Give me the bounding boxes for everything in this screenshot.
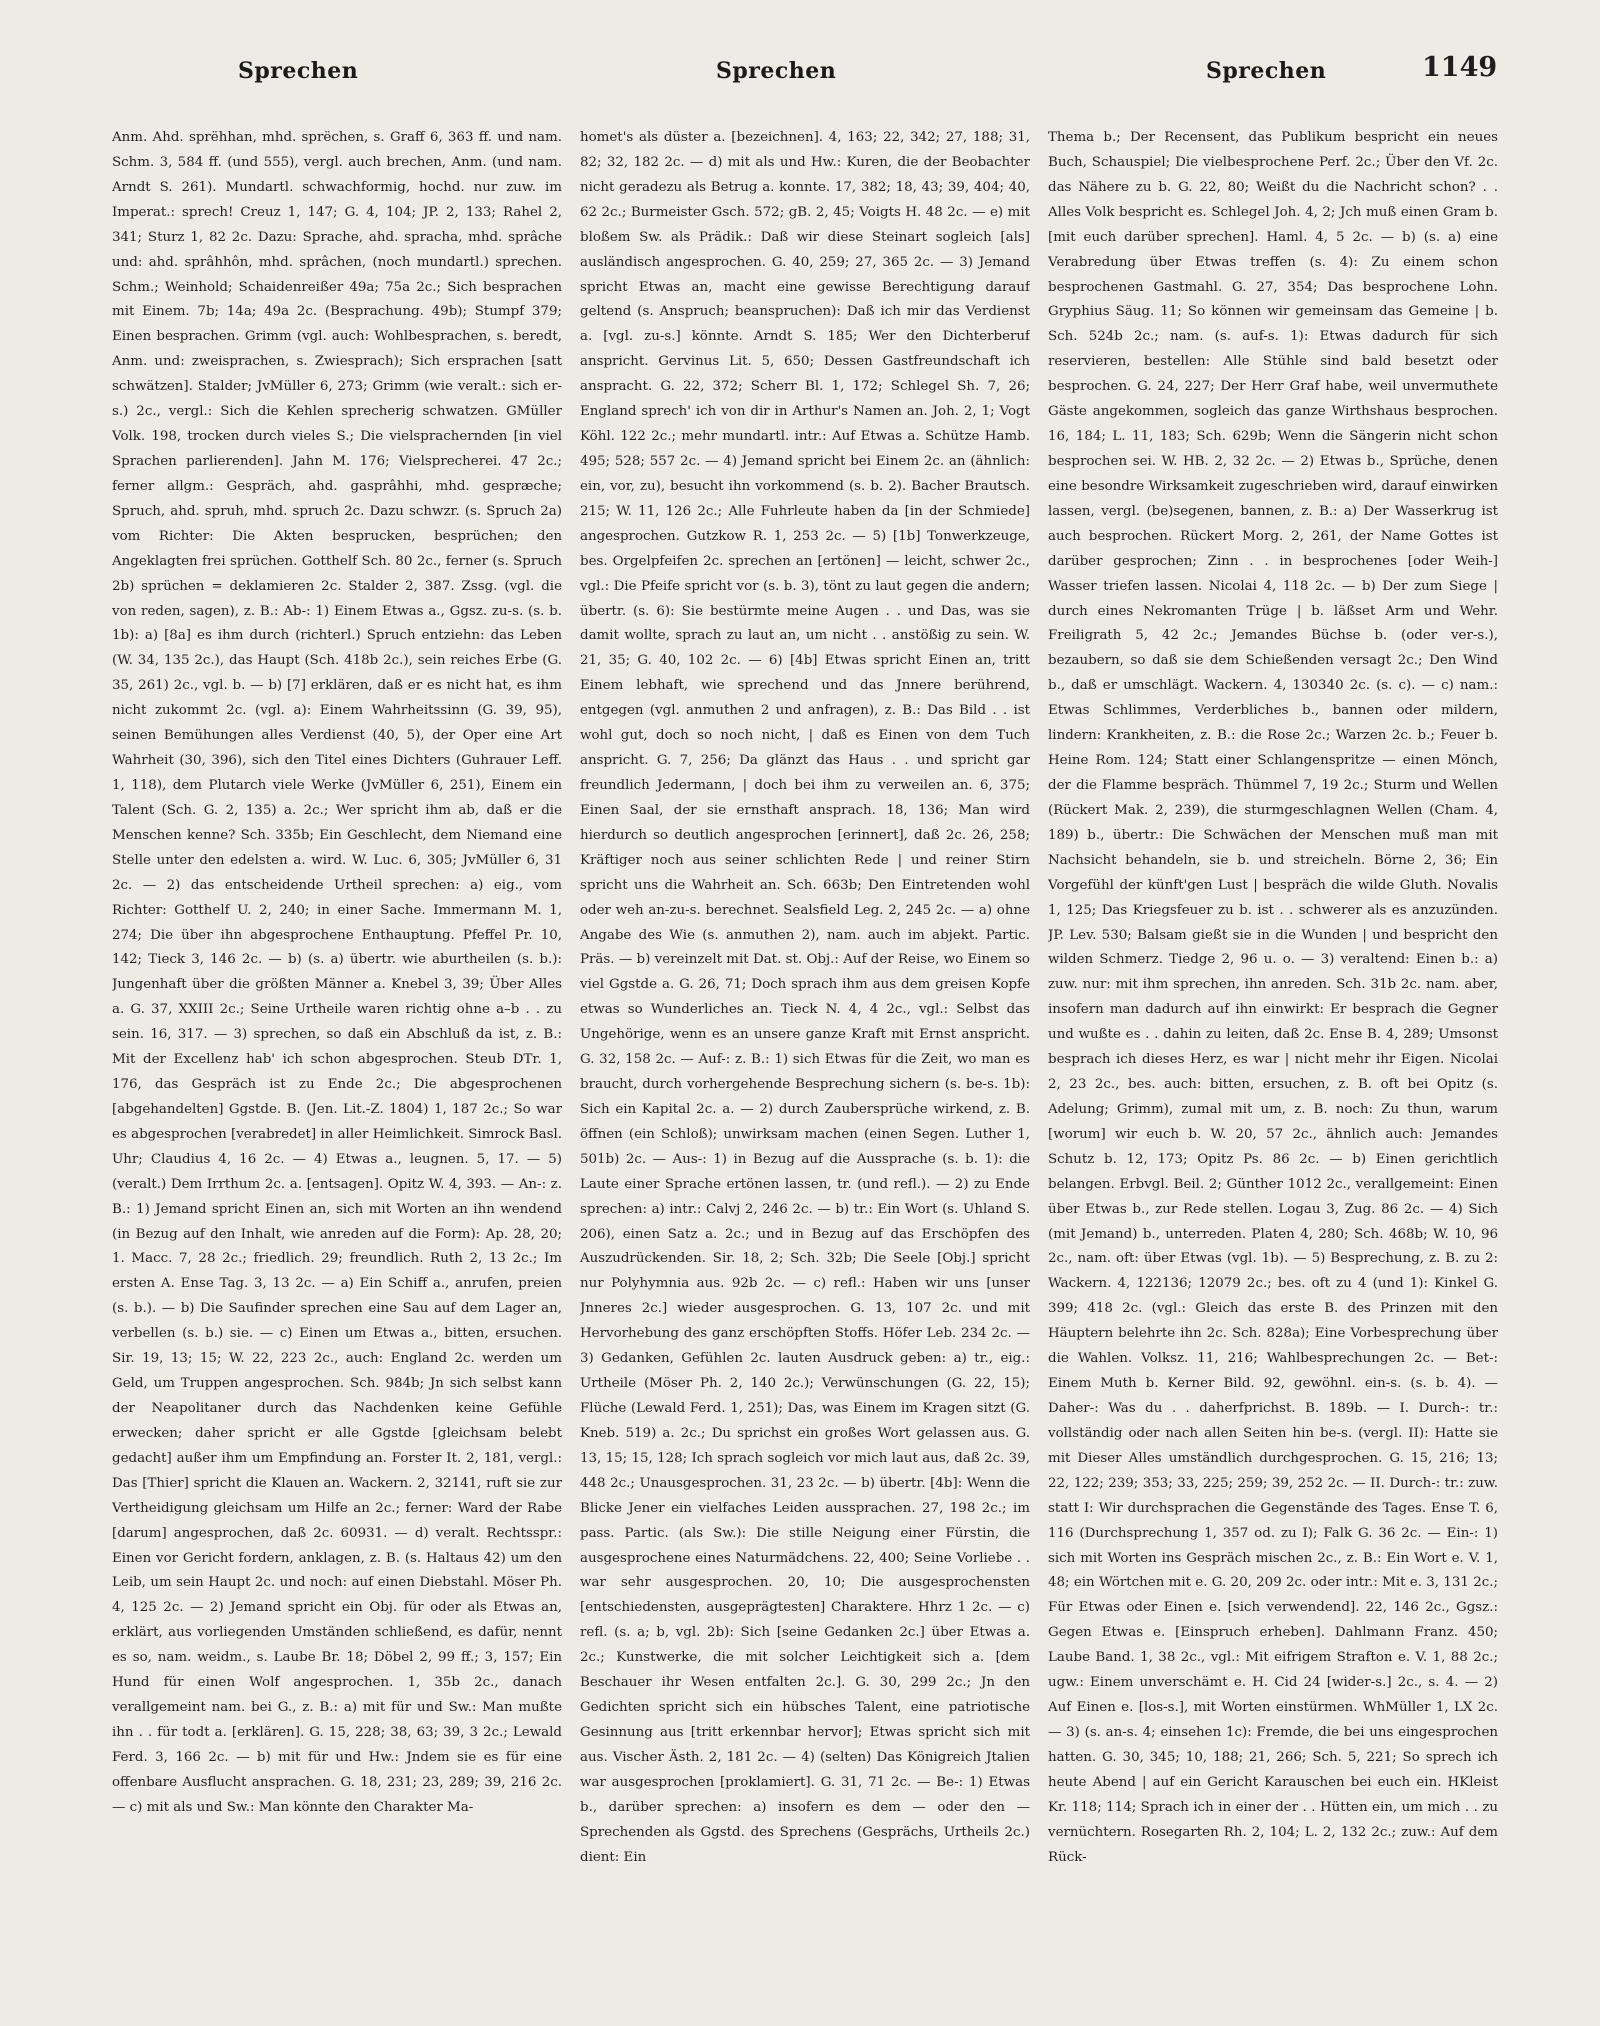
column-3-text: Thema b.; Der Recensent, das Publikum bespricht ein neues Buch, Schauspiel; Die vielbesprochene Perf. 2c.; Über den Vf. 2c. das Nähere zu b. G. 22, 80; Weißt du die Nachricht schon? . . Alles Volk bespricht es. Schlegel Joh. 4, 2; Jch muß einen Gram b. [mit euch darüber sprechen]. Haml. 4, 5 2c. — b) (s. a) eine Verabredung über Etwas treffen (s. 4): Zu einem schon besprochenen Gastmahl. G. 27, 354; Das besprochene Lohn. Gryphius Säug. 11; So können wir gemeinsam das Gemeine | b. Sch. 524b 2c.; nam. (s. auf-s. 1): Etwas dadurch für sich reservieren, bestellen: Alle Stühle sind bald besetzt oder besprochen. G. 24, 227; Der Herr Graf habe, weil unvermuthete Gäste angekommen, sogleich das ganze Wirthshaus besprochen. 16, 184; L. 11, 183; Sch. 629b; Wenn die Sängerin nicht schon besprochen sei. W. HB. 2, 32 2c. — 2) Etwas b., Sprüche, denen eine besondre Wirksamkeit zugeschrieben wird, darauf einwirken lassen, vergl. (be)segenen, bannen, z. B.: a) Der Wasserkrug ist auch besprochen. Rückert Morg. 2, 261, der Name Gottes ist darüber gesprochen; Zinn . . in besprochenes [oder Weih-] Wasser triefen lassen. Nicolai 4, 118 2c. — b) Der zum Siege | durch eines Nekromanten Trüge | b. läßset Arm und Wehr. Freiligrath 5, 42 2c.; Jemandes Büchse b. (oder ver-s.), bezaubern, so daß sie dem Schießenden versagt 2c.; Den Wind b., daß er umschlägt. Wackern. 4, 130340 2c. (s. c). — c) nam.: Etwas Schlimmes, Verderbliches b., bannen oder mildern, lindern: Krankheiten, z. B.: die Rose 2c.; Warzen 2c. b.; Feuer b. Heine Rom. 124; Statt einer Schlangenspritze — einen Mönch, der die Flamme bespräch. Thümmel 7, 19 2c.; Sturm und Wellen (Rückert Mak. 2, 239), die sturmgeschlagnen Wellen (Cham. 4, 189) b., übertr.: Die Schwächen der Menschen muß man mit Nachsicht behandeln, sie b. und streicheln. Börne 2, 36; Ein Vorgefühl der künft'gen Lust | bespräch die wilde Gluth. Novalis 1, 125; Das Kriegsfeuer zu b. ist . . schwerer als es anzuzünden. JP. Lev. 530; Balsam gießt sie in die Wunden | und bespricht den wilden Schmerz. Tiedge 2, 96 u. o. — 3) veraltend: Einen b.: a) zuw. nur: mit ihm sprechen, ihn anreden. Sch. 31b 2c. nam. aber, insofern man dadurch auf ihn einwirkt: Er besprach die Gegner und wußte es . . dahin zu leiten, daß 2c. Ense B. 4, 289; Umsonst besprach ich dieses Herz, es war | nicht mehr ihr Eigen. Nicolai 2, 23 2c., bes. auch: bitten, ersuchen, z. B. oft bei Opitz (s. Adelung; Grimm), zumal mit um, z. B. noch: Zu thun, warum [worum] wir euch b. W. 20, 57 2c., ähnlich auch: Jemandes Schutz b. 12, 173; Opitz Ps. 86 2c. — b) Einen gerichtlich belangen. Erbvgl. Beil. 2; Günther 1012 2c., verallgemeint: Einen über Etwas b., zur Rede stellen. Logau 3, Zug. 86 2c. — 4) Sich (mit Jemand) b., unterreden. Platen 4, 280; Sch. 468b; W. 10, 96 2c., nam. oft: über Etwas (vgl. 1b). — 5) Besprechung, z. B. zu 2: Wackern. 4, 122136; 12079 2c.; bes. oft zu 4 (und 1): Kinkel G. 399; 418 2c. (vgl.: Gleich das erste B. des Prinzen mit den Häuptern belehrte ihn 2c. Sch. 828a); Eine Vorbesprechung über die Wahlen. Volksz. 11, 216; Wahlbesprechungen 2c. — Bet-: Einem Muth b. Kerner Bild. 92, gewöhnl. ein-s. (s. b. 4). — Daher-: Was du . . daherfprichst. B. 189b. — I. Durch-: tr.: vollständig oder nach allen Seiten hin be-s. (vergl. II): Hatte sie mit Dieser Alles umständlich durchgesprochen. G. 15, 216; 13; 22, 122; 239; 353; 33, 225; 259; 39, 252 2c. — II. Durch-: tr.: zuw. statt I: Wir durchsprachen die Gegenstände des Tages. Ense T. 6, 116 (Durchsprechung 1, 357 od. zu I); Falk G. 36 2c. — Ein-: 1) sich mit Worten ins Gespräch mischen 2c., z. B.: Ein Wort e. V. 1, 48; ein Wörtchen mit e. G. 20, 209 2c. oder intr.: Mit e. 3, 131 2c.; Für Etwas oder Einen e. [sich verwendend]. 22, 146 2c., Ggsz.: Gegen Etwas e. [Einspruch erheben]. Dahlmann Franz. 450; Laube Band. 1, 38 2c., vgl.: Mit eifrigem Strafton e. V. 1, 88 2c.; ugw.: Einem unverschämt e. H. Cid 24 [wider-s.] 2c., s. 4. — 2) Auf Einen e. [los-s.], mit Worten einstürmen. WhMüller 1, LX 2c. — 3) (s. an-s. 4; einsehen 1c): Fremde, die bei uns eingesprochen hatten. G. 30, 345; 10, 188; 21, 266; Sch. 5, 221; So sprech ich heute Abend | auf ein Gericht Karauschen bei euch ein. HKleist Kr. 118; 114; Sprach ich in einer der . . Hütten ein, um mich . . zu vernüchtern. Rosegarten Rh. 2, 104; L. 2, 132 2c.; zuw.: Auf dem Rück-: [1048, 130, 1498, 1865]
running-head-right: Sprechen: [1206, 58, 1327, 84]
running-head-center: Sprechen: [716, 58, 837, 84]
page-number: 1149: [1422, 52, 1498, 83]
running-head-left: Sprechen: [238, 58, 359, 84]
column-3: [1048, 126, 1498, 2004]
text-columns: [112, 126, 1498, 2006]
column-1: [112, 126, 562, 2004]
running-head: [0, 52, 1600, 98]
column-2-text: homet's als düster a. [bezeichnen]. 4, 163; 22, 342; 27, 188; 31, 82; 32, 182 2c. — d) mit als und Hw.: Kuren, die der Beobachter nicht geradezu als Betrug a. konnte. 17, 382; 18, 43; 39, 404; 40, 62 2c.; Burmeister Gsch. 572; gB. 2, 45; Voigts H. 48 2c. — e) mit bloßem Sw. als Prädik.: Daß wir diese Steinart sogleich [als] ausländisch angesprochen. G. 40, 259; 27, 365 2c. — 3) Jemand spricht Etwas an, macht eine gewisse Berechtigung darauf geltend (s. Anspruch; beanspruchen): Daß ich mir das Verdienst a. [vgl. zu-s.] könnte. Arndt S. 185; Wer den Dichterberuf anspricht. Gervinus Lit. 5, 650; Dessen Gastfreundschaft ich anspracht. G. 22, 372; Scherr Bl. 1, 172; Schlegel Sh. 7, 26; England sprech' ich von dir in Arthur's Namen an. Joh. 2, 1; Vogt Köhl. 122 2c.; mehr mundartl. intr.: Auf Etwas a. Schütze Hamb. 495; 528; 557 2c. — 4) Jemand spricht bei Einem 2c. an (ähnlich: ein, vor, zu), besucht ihn vorkommend (s. b. 2). Bacher Brautsch. 215; W. 11, 126 2c.; Alle Fuhrleute haben da [in der Schmiede] angesprochen. Gutzkow R. 1, 253 2c. — 5) [1b] Tonwerkzeuge, bes. Orgelpfeifen 2c. sprechen an [ertönen] — leicht, schwer 2c., vgl.: Die Pfeife spricht vor (s. b. 3), tönt zu laut gegen die andern; übertr. (s. 6): Sie bestürmte meine Augen . . und Das, was sie damit wollte, sprach zu laut an, um nicht . . anstößig zu sein. W. 21, 35; G. 40, 102 2c. — 6) [4b] Etwas spricht Einen an, tritt Einem lebhaft, wie sprechend und das Jnnere berührend, entgegen (vgl. anmuthen 2 und anfragen), z. B.: Das Bild . . ist wohl gut, doch so noch nicht, | daß es Einen von dem Tuch anspricht. G. 7, 256; Da glänzt das Haus . . und spricht gar freundlich Jedermann, | doch bei ihm zu verweilen an. 6, 375; Einen Saal, der sie ernsthaft ansprach. 18, 136; Man wird hierdurch so deutlich angesprochen [erinnert], daß 2c. 26, 258; Kräftiger noch aus seiner schlichten Rede | und reiner Stirn spricht uns die Wahrheit an. Sch. 663b; Den Eintretenden wohl oder weh an-zu-s. berechnet. Sealsfield Leg. 2, 245 2c. — a) ohne Angabe des Wie (s. anmuthen 2), nam. auch im abjekt. Partic. Präs. — b) vereinzelt mit Dat. st. Obj.: Auf der Reise, wo Einem so viel Ggstde a. G. 26, 71; Doch sprach ihm aus dem greisen Kopfe etwas so Wunderliches an. Tieck N. 4, 4 2c., vgl.: Selbst das Ungehörige, wenn es an unsere ganze Kraft mit Ernst anspricht. G. 32, 158 2c. — Auf-: z. B.: 1) sich Etwas für die Zeit, wo man es braucht, durch vorhergehende Besprechung sichern (s. be-s. 1b): Sich ein Kapital 2c. a. — 2) durch Zaubersprüche wirkend, z. B. öffnen (ein Schloß); unwirksam machen (einen Segen. Luther 1, 501b) 2c. — Aus-: 1) in Bezug auf die Aussprache (s. b. 1): die Laute einer Sprache ertönen lassen, tr. (und refl.). — 2) zu Ende sprechen: a) intr.: Calvj 2, 246 2c. — b) tr.: Ein Wort (s. Uhland S. 206), einen Satz a. 2c.; und in Bezug auf das Erschöpfen des Auszudrückenden. Sir. 18, 2; Sch. 32b; Die Seele [Obj.] spricht nur Polyhymnia aus. 92b 2c. — c) refl.: Haben wir uns [unser Jnneres 2c.] wieder ausgesprochen. G. 13, 107 2c. und mit Hervorhebung des ganz erschöpften Stoffs. Höfer Leb. 234 2c. — 3) Gedanken, Gefühlen 2c. lauten Ausdruck geben: a) tr., eig.: Urtheile (Möser Ph. 2, 140 2c.); Verwünschungen (G. 22, 15); Flüche (Lewald Ferd. 1, 251); Das, was Einem im Kragen sitzt (G. Kneb. 519) a. 2c.; Du sprichst ein großes Wort gelassen aus. G. 13, 15; 15, 128; Ich sprach sogleich vor mich laut aus, daß 2c. 39, 448 2c.; Unausgesprochen. 31, 23 2c. — b) übertr. [4b]: Wenn die Blicke Jener ein vielfaches Leiden aussprachen. 27, 198 2c.; im pass. Partic. (als Sw.): Die stille Neigung einer Fürstin, die ausgesprochene eines Naturmädchens. 22, 400; Seine Vorliebe . . war sehr ausgesprochen. 20, 10; Die ausgesprochensten [entschiedensten, ausgeprägtesten] Charaktere. Hhrz 1 2c. — c) refl. (s. a; b, vgl. 2b): Sich [seine Gedanken 2c.] über Etwas a. 2c.; Kunstwerke, die mit solcher Leichtigkeit sich a. [dem Beschauer ihr Wesen entfalten 2c.]. G. 30, 299 2c.; Jn den Gedichten spricht sich ein hübsches Talent, eine patriotische Gesinnung aus [tritt erkennbar hervor]; Etwas spricht sich mit aus. Vischer Ästh. 2, 181 2c. — 4) (selten) Das Königreich Jtalien war ausgesprochen [proklamiert]. G. 31, 71 2c. — Be-: 1) Etwas b., darüber sprechen: a) insofern es dem — oder den — Sprechenden als Ggstd. des Sprechens (Gesprächs, Urtheils 2c.) dient: Ein: [580, 130, 1030, 1865]
column-1-text: Anm. Ahd. sprëhhan, mhd. sprëchen, s. Graff 6, 363 ff. und nam. Schm. 3, 584 ff. (und 555), vergl. auch brechen, Anm. (und nam. Arndt S. 261). Mundartl. schwachformig, hochd. nur zuw. im Imperat.: sprech! Creuz 1, 147; G. 4, 104; JP. 2, 133; Rahel 2, 341; Sturz 1, 82 2c. Dazu: Sprache, ahd. spracha, mhd. sprâche und: ahd. sprâhhôn, mhd. sprâchen, (noch mundartl.) sprechen. Schm.; Weinhold; Schaidenreißer 49a; 75a 2c.; Sich besprachen mit Einem. 7b; 14a; 49a 2c. (Besprachung. 49b); Stumpf 379; Einen besprachen. Grimm (vgl. auch: Wohlbesprachen, s. beredt, Anm. und: zweisprachen, s. Zwiesprach); Sich ersprachen [satt schwätzen]. Stalder; JvMüller 6, 273; Grimm (wie veralt.: sich er-s.) 2c., vergl.: Sich die Kehlen sprecherig schwatzen. GMüller Volk. 198, trocken durch vieles S.; Die vielsprachernden [in viel Sprachen parlierenden]. Jahn M. 176; Vielsprecherei. 47 2c.; ferner allgm.: Gespräch, ahd. gasprâhhi, mhd. gespræche; Spruch, ahd. spruh, mhd. spruch 2c. Dazu schwzr. (s. Spruch 2a) vom Richter: Die Akten besprucken, besprüchen; den Angeklagten frei sprüchen. Gotthelf Sch. 80 2c., ferner (s. Spruch 2b) sprüchen = deklamieren 2c. Stalder 2, 387. Zssg. (vgl. die von reden, sagen), z. B.: Ab-: 1) Einem Etwas a., Ggsz. zu-s. (s. b. 1b): a) [8a] es ihm durch (richterl.) Spruch entziehn: das Leben (W. 34, 135 2c.), das Haupt (Sch. 418b 2c.), sein reiches Erbe (G. 35, 261) 2c., vgl. b. — b) [7] erklären, daß er es nicht hat, es ihm nicht zukommt 2c. (vgl. a): Einem Wahrheitssinn (G. 39, 95), seinen Bemühungen alles Verdienst (40, 5), der Oper eine Art Wahrheit (30, 396), sich den Titel eines Dichters (Guhrauer Leff. 1, 118), dem Plutarch viele Werke (JvMüller 6, 251), Einem ein Talent (Sch. G. 2, 135) a. 2c.; Wer spricht ihm ab, daß er die Menschen kenne? Sch. 335b; Ein Geschlecht, dem Niemand eine Stelle unter den edelsten a. wird. W. Luc. 6, 305; JvMüller 6, 31 2c. — 2) das entscheidende Urtheil sprechen: a) eig., vom Richter: Gotthelf U. 2, 240; in einer Sache. Immermann M. 1, 274; Die über ihn abgesprochene Enthauptung. Pfeffel Pr. 10, 142; Tieck 3, 146 2c. — b) (s. a) übertr. wie aburtheilen (s. b.): Jungenhaft über die größten Männer a. Knebel 3, 39; Über Alles a. G. 37, XXIII 2c.; Seine Urtheile waren richtig ohne a–b . . zu sein. 16, 317. — 3) sprechen, so daß ein Abschluß da ist, z. B.: Mit der Excellenz hab' ich schon abgesprochen. Steub DTr. 1, 176, das Gespräch ist zu Ende 2c.; Die abgesprochenen [abgehandelten] Ggstde. B. (Jen. Lit.-Z. 1804) 1, 187 2c.; So war es abgesprochen [verabredet] in aller Heimlichkeit. Simrock Basl. Uhr; Claudius 4, 16 2c. — 4) Etwas a., leugnen. 5, 17. — 5) (veralt.) Dem Irrthum 2c. a. [entsagen]. Opitz W. 4, 393. — An-: z. B.: 1) Jemand spricht Einen an, sich mit Worten an ihn wendend (in Bezug auf den Inhalt, wie anreden auf die Form): Ap. 28, 20; 1. Macc. 7, 28 2c.; friedlich. 29; freundlich. Ruth 2, 13 2c.; Im ersten A. Ense Tag. 3, 13 2c. — a) Ein Schiff a., anrufen, preien (s. b.). — b) Die Saufinder sprechen eine Sau auf dem Lager an, verbellen (s. b.) sie. — c) Einen um Etwas a., bitten, ersuchen. Sir. 19, 13; 15; W. 22, 223 2c., auch: England 2c. werden um Geld, um Truppen angesprochen. Sch. 984b; Jn sich selbst kann der Neapolitaner durch das Nachdenken keine Gefühle erwecken; daher spricht er alle Ggstde [gleichsam belebt gedacht] außer ihm um Empfindung an. Forster It. 2, 181, vergl.: Das [Thier] spricht die Klauen an. Wackern. 2, 32141, ruft sie zur Vertheidigung gleichsam um Hilfe an 2c.; ferner: Ward der Rabe [darum] angesprochen, daß 2c. 60931. — d) veralt. Rechtsspr.: Einen vor Gericht fordern, anklagen, z. B. (s. Haltaus 42) um den Leib, um sein Haupt 2c. und noch: auf einen Diebstahl. Möser Ph. 4, 125 2c. — 2) Jemand spricht ein Obj. für oder als Etwas an, erklärt, aus vorliegenden Umständen schließend, es dafür, nennt es so, nam. weidm., s. Laube Br. 18; Döbel 2, 99 ff.; 3, 157; Ein Hund für einen Wolf angesprochen. 1, 35b 2c., danach verallgemeint nam. bei G., z. B.: a) mit für und Sw.: Man mußte ihn . . für todt a. [erklären]. G. 15, 228; 38, 63; 39, 3 2c.; Lewald Ferd. 3, 166 2c. — b) mit für und Hw.: Jndem sie es für eine offenbare Ausflucht ansprachen. G. 18, 231; 23, 289; 39, 216 2c. — c) mit als und Sw.: Man könnte den Charakter Ma-: [112, 130, 562, 1815]
column-2: [580, 126, 1030, 2004]
